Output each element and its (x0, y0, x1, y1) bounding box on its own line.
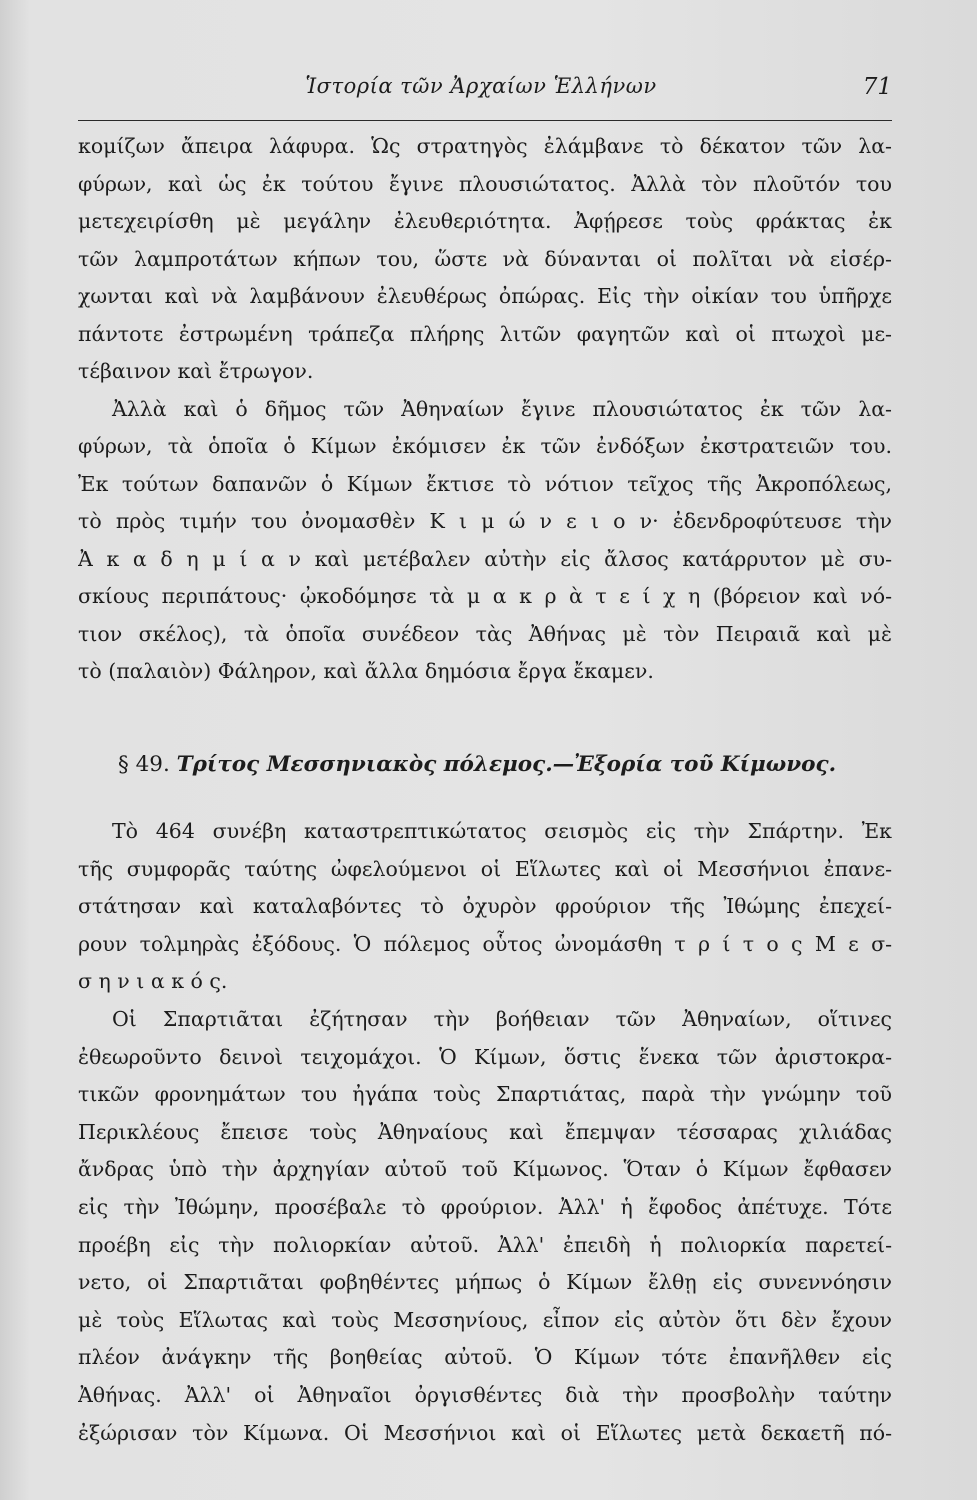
section-heading (118, 745, 898, 785)
text-line: ἐθεωροῦντο δεινοὶ τειχομάχοι. Ὁ Κίμων, ὅστις ἕνεκα τῶν ἀριστοκρα- (78, 1044, 892, 1069)
text-line: Περικλέους ἔπεισε τοὺς Ἀθηναίους καὶ ἔπεμψαν τέσσαρας χιλιάδας (78, 1119, 892, 1144)
text-line: μὲ τοὺς Εἵλωτας καὶ τοὺς Μεσσηνίους, εἶπον εἰς αὐτὸν ὅτι δὲν ἔχουν (78, 1307, 892, 1332)
text-line: τὸ (παλαιὸν) Φάληρον, καὶ ἄλλα δημόσια ἔργα ἔκαμεν. (78, 659, 654, 683)
text-line: τὸ πρὸς τιμήν του ὀνομασθὲν Κ ι μ ώ ν ε ι ο ν· ἐδενδροφύτευσε τὴν (78, 509, 892, 533)
text-line: Ἀθήνας. Ἀλλ' οἱ Ἀθηναῖοι ὀργισθέντες διὰ τὴν προσβολὴν ταύτην (78, 1382, 892, 1407)
text-line: Τὸ 464 συνέβη καταστρεπτικώτατος σεισμὸς εἰς τὴν Σπάρτην. Ἐκ (112, 819, 892, 843)
text-line: τῆς συμφορᾶς ταύτης ὠφελούμενοι οἱ Εἵλωτες καὶ οἱ Μεσσήνιοι ἐπανε- (78, 856, 892, 881)
text-line: πλέον ἀνάγκην τῆς βοηθείας αὐτοῦ. Ὁ Κίμων τότε ἐπανῆλθεν εἰς (78, 1345, 892, 1370)
body-text-lower (78, 813, 892, 1452)
text-line: τέβαινον καὶ ἔτρωγον. (78, 359, 314, 383)
section-title: Τρίτος Μεσσηνιακὸς πόλεμος.—Ἐξορία τοῦ Κίμωνος. (176, 752, 837, 777)
text-line: κομίζων ἄπειρα λάφυρα. Ὡς στρατηγὸς ἐλάμβανε τὸ δέκατον τῶν λα- (78, 134, 892, 158)
text-line: μετεχειρίσθη μὲ μεγάλην ἐλευθεριότητα. Ἀφῄρεσε τοὺς φράκτας ἐκ (78, 209, 892, 233)
text-line: φύρων, καὶ ὡς ἐκ τούτου ἔγινε πλουσιώτατος. Ἀλλὰ τὸν πλοῦτόν του (78, 171, 892, 196)
text-line: σκίους περιπάτους· ᾠκοδόμησε τὰ μ α κ ρ ὰ τ ε ί χ η (βόρειον καὶ νό- (78, 584, 892, 608)
text-line: νετο, οἱ Σπαρτιᾶται φοβηθέντες μήπως ὁ Κίμων ἔλθῃ εἰς συνεννόησιν (78, 1270, 892, 1295)
section-number: § 49. (118, 752, 170, 777)
text-line: Ἀλλὰ καὶ ὁ δῆμος τῶν Ἀθηναίων ἔγινε πλουσιώτατος ἐκ τῶν λα- (112, 396, 892, 421)
text-line: Οἱ Σπαρτιᾶται ἐζήτησαν τὴν βοήθειαν τῶν Ἀθηναίων, οἵτινες (112, 1006, 892, 1031)
text-line: χωνται καὶ νὰ λαμβάνουν ἐλευθέρως ὀπώρας. Εἰς τὴν οἰκίαν του ὑπῆρχε (78, 284, 892, 308)
text-line: τῶν λαμπροτάτων κήπων του, ὥστε νὰ δύνανται οἱ πολῖται νὰ εἰσέρ- (78, 246, 892, 271)
text-line: εἰς τὴν Ἰθώμην, προσέβαλε τὸ φρούριον. Ἀλλ' ἡ ἔφοδος ἀπέτυχε. Τότε (78, 1194, 892, 1219)
text-line: ἐξώρισαν τὸν Κίμωνα. Οἱ Μεσσήνιοι καὶ οἱ Εἵλωτες μετὰ δεκαετῆ πό- (78, 1420, 892, 1445)
text-line: σ η ν ι α κ ό ς. (78, 969, 228, 994)
text-line: ἄνδρας ὑπὸ τὴν ἀρχηγίαν αὐτοῦ τοῦ Κίμωνος. Ὅταν ὁ Κίμων ἔφθασεν (78, 1157, 892, 1182)
body-text-upper (78, 128, 892, 691)
running-title: Ἱστορία τῶν Ἀρχαίων Ἑλλήνων (305, 74, 657, 98)
text-line: στάτησαν καὶ καταλαβόντες τὸ ὀχυρὸν φρούριον τῆς Ἰθώμης ἐπεχεί- (78, 894, 892, 919)
text-line: Ἐκ τούτων δαπανῶν ὁ Κίμων ἔκτισε τὸ νότιον τεῖχος τῆς Ἀκροπόλεως, (78, 471, 892, 496)
text-line: πάντοτε ἐστρωμένη τράπεζα πλήρης λιτῶν φαγητῶν καὶ οἱ πτωχοὶ με- (78, 321, 892, 346)
text-line: φύρων, τὰ ὁποῖα ὁ Κίμων ἐκόμισεν ἐκ τῶν ἐνδόξων ἐκστρατειῶν του. (78, 434, 892, 458)
text-line: προέβη εἰς τὴν πολιορκίαν αὐτοῦ. Ἀλλ' ἐπειδὴ ἡ πολιορκία παρετεί- (78, 1232, 892, 1257)
text-line: ρουν τολμηρὰς ἐξόδους. Ὁ πόλεμος οὗτος ὠνομάσθη τ ρ ί τ ο ς Μ ε σ- (78, 931, 892, 956)
text-line: Ἀ κ α δ η μ ί α ν καὶ μετέβαλεν αὐτὴν εἰς ἄλσος κατάρρυτον μὲ συ- (78, 546, 892, 571)
page-number: 71 (862, 74, 892, 100)
text-line: τιον σκέλος), τὰ ὁποῖα συνέδεον τὰς Ἀθήνας μὲ τὸν Πειραιᾶ καὶ μὲ (78, 621, 892, 646)
header-rule (78, 120, 892, 121)
running-header (70, 74, 892, 110)
text-line: τικῶν φρονημάτων του ἠγάπα τοὺς Σπαρτιάτας, παρὰ τὴν γνώμην τοῦ (78, 1082, 892, 1107)
